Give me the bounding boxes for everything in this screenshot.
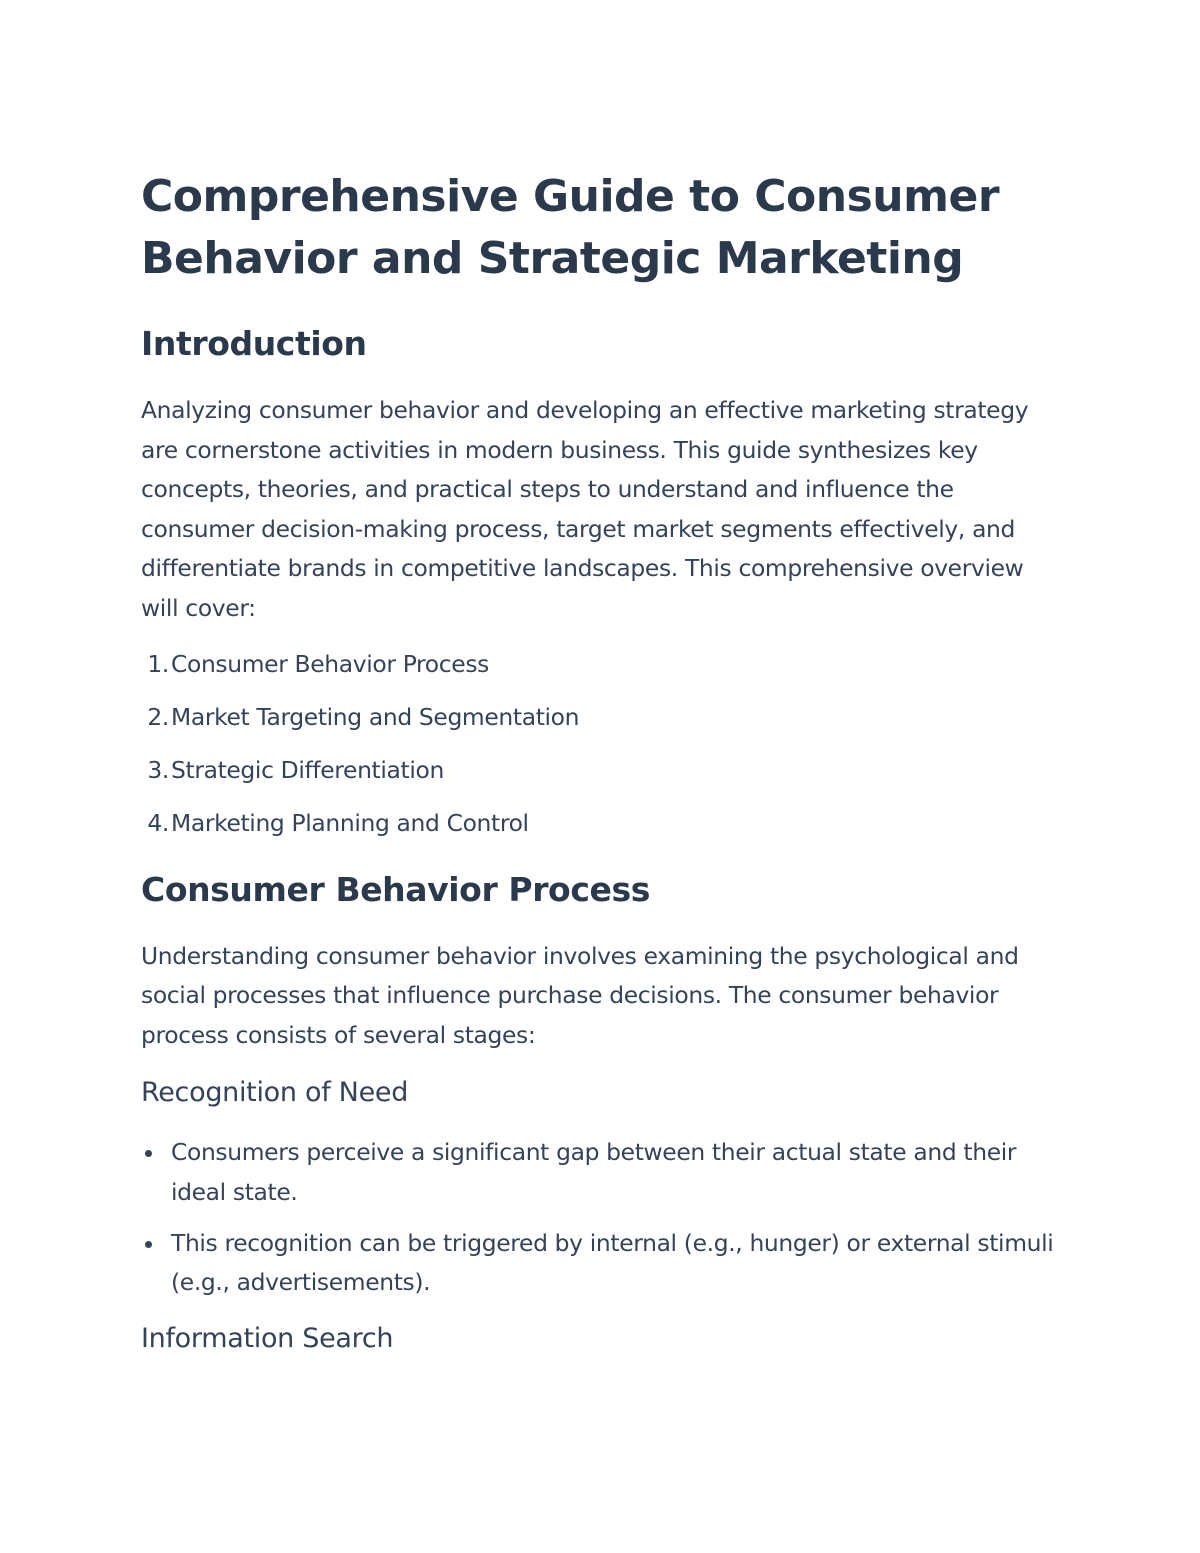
list-item-number: 1. (147, 649, 169, 678)
recognition-of-need-heading: Recognition of Need (141, 1077, 409, 1109)
bullet-icon (141, 1133, 171, 1212)
consumer-behavior-paragraph: Understanding consumer behavior involves examining the psychological and social processes that influence purchase decisions. The consumer behavior process consists of several stages: (141, 941, 1019, 1049)
list-item-text: Consumers perceive a significant gap between their actual state and their ideal state. (171, 1138, 1017, 1206)
introduction-paragraph: Analyzing consumer behavior and developing an effective marketing strategy are cornerstone activities in modern business. This guide synthesizes key concepts, theories, and practical steps to understand and influence the consumer decision-making process, target market segments effectively, and differentiate brands in competitive landscapes. This comprehensive overview will cover: (141, 396, 1029, 622)
overview-list (141, 648, 1061, 840)
list-item-text: Marketing Planning and Control (171, 808, 529, 837)
list-item-text: Consumer Behavior Process (171, 649, 489, 678)
list-item-text: This recognition can be triggered by internal (e.g., hunger) or external stimuli (e.g., advertisements). (171, 1228, 1054, 1297)
list-item (141, 754, 1061, 787)
list-item (141, 807, 1061, 840)
bullet-icon (141, 1224, 171, 1303)
information-search-heading: Information Search (141, 1322, 394, 1354)
list-item-number: 3. (147, 755, 169, 784)
consumer-behavior-heading: Consumer Behavior Process (141, 869, 650, 909)
document-page (141, 166, 1061, 1357)
list-item (141, 701, 1061, 734)
recognition-bullet-list (141, 1133, 1061, 1302)
list-item-number: 4. (147, 808, 169, 837)
list-item-number: 2. (147, 702, 169, 731)
list-item (141, 1224, 1061, 1303)
document-title: Comprehensive Guide to Consumer Behavior and Strategic Marketing (141, 171, 1000, 284)
list-item (141, 648, 1061, 681)
introduction-heading: Introduction (141, 324, 367, 363)
list-item (141, 1133, 1061, 1212)
list-item-text: Strategic Differentiation (171, 755, 444, 784)
list-item-text: Market Targeting and Segmentation (171, 702, 580, 731)
